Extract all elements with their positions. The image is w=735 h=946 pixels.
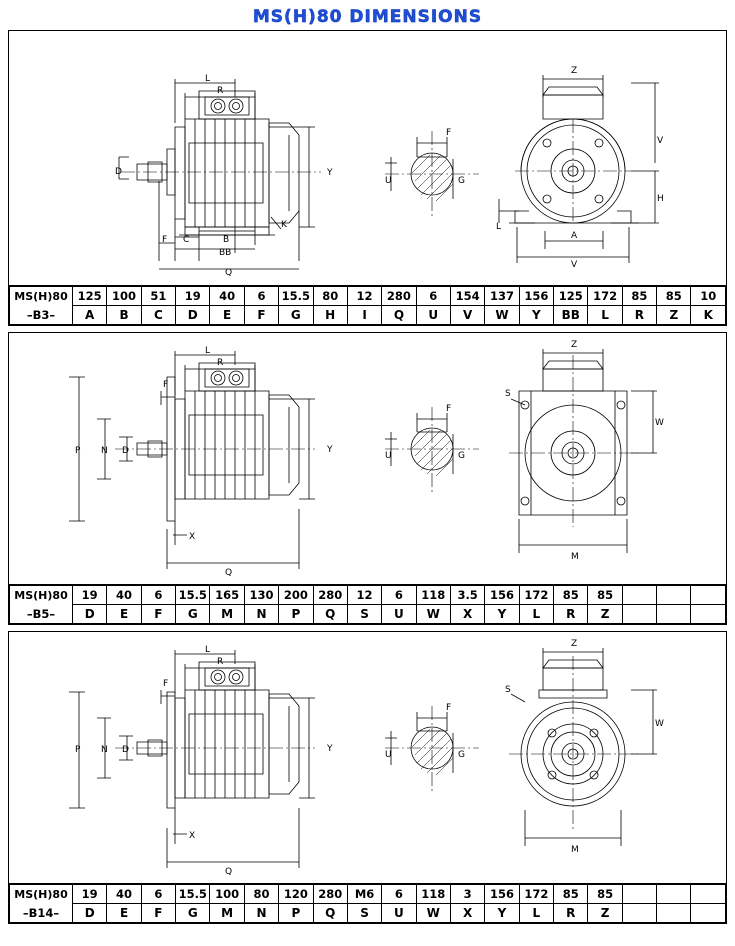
value-cell: 125 (554, 287, 588, 306)
svg-text:Q: Q (225, 568, 233, 578)
value-cell: 85 (588, 586, 622, 605)
key-cell: R (554, 605, 588, 624)
svg-text:X: X (189, 831, 196, 841)
empty-cell (691, 885, 726, 904)
value-cell: 15.5 (279, 287, 313, 306)
empty-cell (657, 605, 691, 624)
value-cell: 40 (107, 885, 141, 904)
value-cell: 137 (485, 287, 519, 306)
key-cell: X (450, 605, 484, 624)
key-cell: D (176, 306, 210, 325)
svg-text:Z: Z (571, 66, 578, 76)
value-cell: 12 (347, 586, 381, 605)
key-cell: F (141, 605, 175, 624)
svg-text:A: A (571, 231, 578, 241)
svg-text:W: W (655, 418, 664, 428)
key-cell: D (73, 605, 107, 624)
value-cell: 156 (485, 885, 519, 904)
svg-text:G: G (458, 750, 465, 760)
drawing-svg-b14 (9, 632, 726, 883)
svg-text:U: U (385, 750, 392, 760)
value-cell: 100 (210, 885, 244, 904)
value-cell: 12 (347, 287, 381, 306)
key-cell: F (141, 904, 175, 923)
value-cell: 85 (657, 287, 691, 306)
key-cell: E (210, 306, 244, 325)
svg-text:F: F (446, 703, 452, 713)
value-cell: 19 (73, 586, 107, 605)
drawing-b3 (9, 31, 726, 286)
key-cell: L (519, 605, 553, 624)
value-cell: 120 (279, 885, 313, 904)
key-cell: V (450, 306, 484, 325)
dimension-block-b3 (8, 30, 727, 326)
svg-text:U: U (385, 176, 392, 186)
key-cell: N (244, 605, 278, 624)
svg-text:L: L (496, 222, 502, 232)
key-cell: K (691, 306, 726, 325)
value-cell: 80 (313, 287, 347, 306)
svg-text:G: G (458, 451, 465, 461)
svg-text:L: L (205, 346, 211, 356)
svg-text:X: X (189, 532, 196, 542)
key-cell: Q (382, 306, 416, 325)
value-cell: 280 (382, 287, 416, 306)
svg-text:D: D (122, 446, 129, 456)
svg-text:C: C (183, 235, 190, 245)
value-cell: 40 (210, 287, 244, 306)
svg-text:S: S (505, 685, 511, 695)
svg-text:M: M (571, 552, 579, 562)
key-cell: A (73, 306, 107, 325)
value-cell: 6 (382, 586, 416, 605)
value-cell: 85 (554, 885, 588, 904)
value-cell: 280 (313, 586, 347, 605)
empty-cell (657, 904, 691, 923)
svg-text:V: V (571, 260, 578, 270)
svg-text:Z: Z (571, 340, 578, 350)
key-cell: C (141, 306, 175, 325)
key-cell: L (588, 306, 622, 325)
svg-text:P: P (75, 745, 81, 755)
key-cell: H (313, 306, 347, 325)
value-cell: 156 (519, 287, 553, 306)
value-cell: 172 (519, 586, 553, 605)
key-cell: BB (554, 306, 588, 325)
svg-text:N: N (101, 745, 108, 755)
key-cell: G (176, 605, 210, 624)
value-cell: 10 (691, 287, 726, 306)
value-cell: 19 (73, 885, 107, 904)
empty-cell (622, 885, 656, 904)
empty-cell (691, 904, 726, 923)
value-cell: 85 (622, 287, 656, 306)
value-cell: 51 (141, 287, 175, 306)
key-cell: N (244, 904, 278, 923)
empty-cell (691, 605, 726, 624)
dimension-table-b3 (9, 286, 726, 325)
key-cell: M (210, 904, 244, 923)
table-row (10, 904, 726, 923)
svg-text:P: P (75, 446, 81, 456)
value-cell: 200 (279, 586, 313, 605)
key-cell: Z (588, 605, 622, 624)
empty-cell (622, 904, 656, 923)
svg-text:N: N (101, 446, 108, 456)
svg-text:F: F (446, 404, 452, 414)
mounting-type-label: –B3– (26, 307, 56, 322)
svg-text:M: M (571, 845, 579, 855)
mounting-type-label: –B14– (22, 905, 60, 920)
svg-text:Y: Y (327, 445, 333, 455)
drawing-b5 (9, 333, 726, 585)
svg-text:Z: Z (571, 639, 578, 649)
key-cell: P (279, 605, 313, 624)
empty-cell (691, 586, 726, 605)
svg-text:L: L (205, 74, 211, 84)
row-header-b14 (10, 885, 73, 923)
value-cell: 3.5 (450, 586, 484, 605)
svg-text:W: W (655, 719, 664, 729)
value-cell: 154 (450, 287, 484, 306)
svg-text:R: R (217, 657, 224, 667)
svg-text:Q: Q (225, 268, 233, 278)
key-cell: M (210, 605, 244, 624)
drawing-svg-b5 (9, 333, 726, 584)
drawing-svg-b3 (9, 31, 726, 285)
table-row (10, 287, 726, 306)
key-cell: I (347, 306, 381, 325)
value-cell: 6 (141, 885, 175, 904)
svg-text:S: S (505, 389, 511, 399)
key-cell: Z (588, 904, 622, 923)
key-cell: S (347, 904, 381, 923)
key-cell: U (416, 306, 450, 325)
value-cell: 85 (588, 885, 622, 904)
svg-text:H: H (657, 194, 664, 204)
value-cell: 100 (107, 287, 141, 306)
svg-text:F: F (163, 380, 169, 390)
value-cell: 165 (210, 586, 244, 605)
value-cell: 118 (416, 885, 450, 904)
page-title-bar (8, 6, 727, 28)
key-cell: W (416, 605, 450, 624)
svg-text:U: U (385, 451, 392, 461)
svg-text:Y: Y (327, 744, 333, 754)
table-row (10, 306, 726, 325)
key-cell: F (244, 306, 278, 325)
key-cell: L (519, 904, 553, 923)
dimension-block-b14 (8, 631, 727, 924)
svg-text:Q: Q (225, 867, 233, 877)
value-cell: 172 (519, 885, 553, 904)
key-cell: G (176, 904, 210, 923)
model-label: MS(H)80 (14, 887, 68, 901)
key-cell: Q (313, 904, 347, 923)
key-cell: Z (657, 306, 691, 325)
value-cell: 130 (244, 586, 278, 605)
key-cell: Y (519, 306, 553, 325)
value-cell: 6 (416, 287, 450, 306)
svg-text:F: F (163, 679, 169, 689)
model-label: MS(H)80 (14, 289, 68, 303)
key-cell: W (485, 306, 519, 325)
value-cell: 280 (313, 885, 347, 904)
empty-cell (622, 586, 656, 605)
key-cell: U (382, 904, 416, 923)
key-cell: R (622, 306, 656, 325)
svg-text:R: R (217, 86, 224, 96)
svg-text:D: D (115, 167, 122, 177)
dimension-table-b14 (9, 884, 726, 923)
key-cell: U (382, 605, 416, 624)
svg-text:B: B (223, 235, 230, 245)
svg-text:K: K (281, 220, 287, 230)
key-cell: S (347, 605, 381, 624)
key-cell: G (279, 306, 313, 325)
value-cell: 118 (416, 586, 450, 605)
svg-text:V: V (657, 136, 664, 146)
table-row (10, 605, 726, 624)
dimension-block-b5 (8, 332, 727, 625)
value-cell: 156 (485, 586, 519, 605)
value-cell: 15.5 (176, 885, 210, 904)
key-cell: E (107, 605, 141, 624)
key-cell: B (107, 306, 141, 325)
table-row (10, 885, 726, 904)
key-cell: E (107, 904, 141, 923)
value-cell: 6 (141, 586, 175, 605)
svg-text:BB: BB (219, 248, 232, 258)
value-cell: 85 (554, 586, 588, 605)
value-cell: 40 (107, 586, 141, 605)
key-cell: X (450, 904, 484, 923)
model-label: MS(H)80 (14, 588, 68, 602)
svg-text:Y: Y (327, 168, 333, 178)
value-cell: M6 (347, 885, 381, 904)
empty-cell (657, 586, 691, 605)
value-cell: 6 (382, 885, 416, 904)
dimension-table-b5 (9, 585, 726, 624)
key-cell: W (416, 904, 450, 923)
svg-text:L: L (205, 645, 211, 655)
key-cell: Y (485, 904, 519, 923)
empty-cell (622, 605, 656, 624)
key-cell: Y (485, 605, 519, 624)
key-cell: R (554, 904, 588, 923)
value-cell: 172 (588, 287, 622, 306)
svg-text:D: D (122, 745, 129, 755)
value-cell: 125 (73, 287, 107, 306)
key-cell: P (279, 904, 313, 923)
page-title: MS(H)80 DIMENSIONS (252, 7, 483, 27)
key-cell: D (73, 904, 107, 923)
drawing-b14 (9, 632, 726, 884)
mounting-type-label: –B5– (26, 606, 56, 621)
svg-text:F: F (162, 235, 168, 245)
value-cell: 80 (244, 885, 278, 904)
svg-text:F: F (446, 128, 452, 138)
value-cell: 6 (244, 287, 278, 306)
value-cell: 19 (176, 287, 210, 306)
key-cell: Q (313, 605, 347, 624)
table-row (10, 586, 726, 605)
empty-cell (657, 885, 691, 904)
value-cell: 15.5 (176, 586, 210, 605)
value-cell: 3 (450, 885, 484, 904)
row-header-b3 (10, 287, 73, 325)
row-header-b5 (10, 586, 73, 624)
svg-text:G: G (458, 176, 465, 186)
svg-text:R: R (217, 358, 224, 368)
